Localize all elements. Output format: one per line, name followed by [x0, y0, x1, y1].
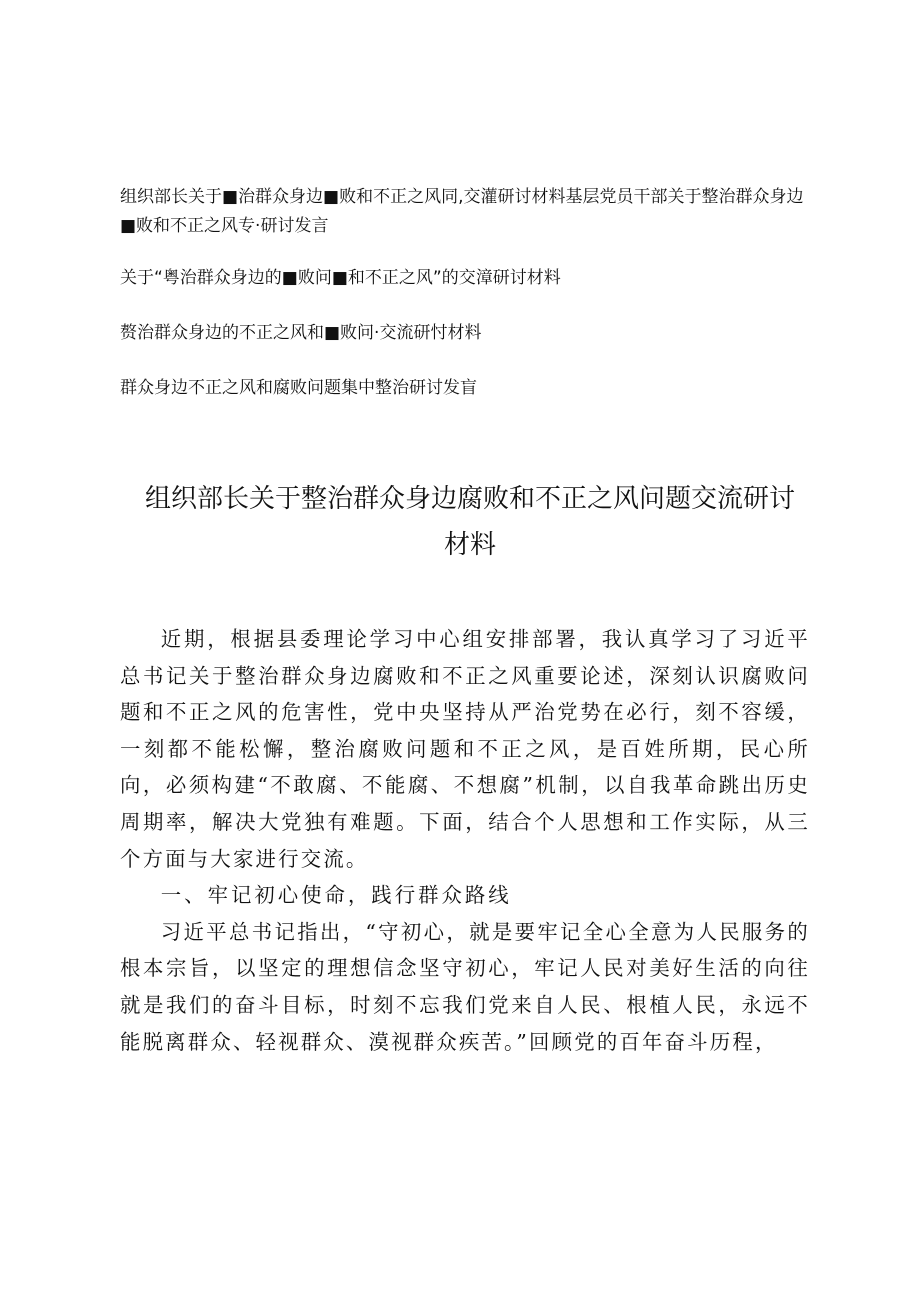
page-title: 组织部长关于整治群众身边腐败和不正之风问题交流研讨材料	[144, 484, 795, 560]
document-list-item: 群众身边不正之风和腐败问题集中整治研讨发盲	[120, 378, 477, 398]
document-list-item: 赘治群众身边的不正之风和■败问·交流研忖材料	[120, 323, 482, 343]
document-list	[120, 183, 810, 429]
document-list-item: 关于“粤治群众身边的■败问■和不正之风”的交漳研讨材料	[120, 268, 561, 288]
document-list-item: 组织部长关于■治群众身边■败和不正之风同,交灌研讨材料基层党员干部关于整治群众身边■败和不正之风专·研讨发言	[120, 187, 804, 236]
section-heading: 一、牢记初心使命，践行群众路线	[160, 883, 512, 908]
body-paragraph: 近期，根据县委理论学习中心组安排部署，我认真学习了习近平总书记关于整治群众身边腐败和不正之风重要论述，深刻认识腐败问题和不正之风的危害性，党中央坚持从严治党势在必行，刻不容缓，一刻都不能松懈，整治腐败问题和不正之风，是百姓所期，民心所向，必须构建“不敢腐、不能腐、不想腐”机制，以自我革命跳出历史周期率，解决大党独有难题。下面，结合个人思想和工作实际，从三个方面与大家进行交流。	[120, 627, 810, 871]
document-body	[120, 621, 810, 1060]
body-paragraph: 习近平总书记指出，“守初心，就是要牢记全心全意为人民服务的根本宗旨，以坚定的理想信念坚守初心，牢记人民对美好生活的向往就是我们的奋斗目标，时刻不忘我们党来自人民、根植人民，永远不能脱离群众、轻视群众、漠视群众疾苦。”回顾党的百年奋斗历程，	[120, 919, 810, 1054]
